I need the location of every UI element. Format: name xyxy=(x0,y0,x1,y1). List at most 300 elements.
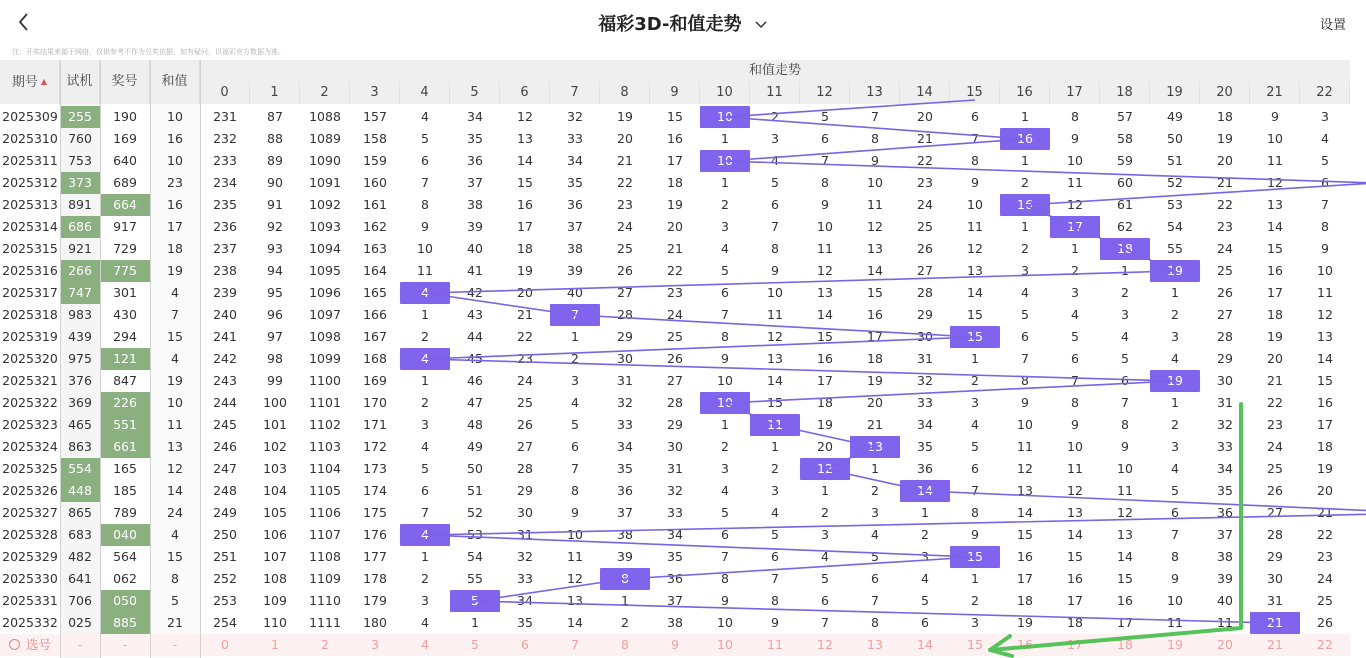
miss-count-cell: 6 xyxy=(771,549,779,564)
miss-count-cell: 161 xyxy=(363,197,387,212)
miss-count-cell: 6 xyxy=(1021,329,1029,344)
miss-count-cell: 157 xyxy=(363,109,387,124)
miss-count-cell: 5 xyxy=(421,461,429,476)
sum-cell: 12 xyxy=(167,461,183,476)
miss-count-cell: 2 xyxy=(1021,241,1029,256)
prize-number-cell: 564 xyxy=(113,549,137,564)
select-sum-button[interactable]: 7 xyxy=(571,637,579,652)
miss-count-cell: 5 xyxy=(571,417,579,432)
miss-count-cell: 36 xyxy=(617,483,633,498)
miss-count-cell: 7 xyxy=(721,549,729,564)
miss-count-cell: 4 xyxy=(1021,285,1029,300)
period-cell: 2025311 xyxy=(2,153,58,168)
miss-count-cell: 11 xyxy=(1017,439,1033,454)
miss-count-cell: 10 xyxy=(1317,263,1333,278)
miss-count-cell: 103 xyxy=(263,461,287,476)
miss-count-cell: 17 xyxy=(867,329,883,344)
period-cell: 2025326 xyxy=(2,483,58,498)
test-number-cell: 255 xyxy=(60,106,100,128)
miss-count-cell: 1111 xyxy=(309,615,341,630)
sum-value-header: 13 xyxy=(850,82,900,104)
radio-icon[interactable] xyxy=(9,639,20,650)
miss-count-cell: 30 xyxy=(917,329,933,344)
miss-count-cell: 17 xyxy=(517,219,533,234)
miss-count-cell: 2 xyxy=(1071,263,1079,278)
test-number-cell: 865 xyxy=(68,505,92,520)
col-header-sum: 和值 xyxy=(150,60,200,104)
miss-count-cell: 55 xyxy=(467,571,483,586)
miss-count-cell: 14 xyxy=(1117,549,1133,564)
miss-count-cell: 6 xyxy=(921,615,929,630)
miss-count-cell: 5 xyxy=(721,263,729,278)
miss-count-cell: 14 xyxy=(767,373,783,388)
period-cell: 2025329 xyxy=(2,549,58,564)
miss-count-cell: 12 xyxy=(567,571,583,586)
hit-marker: 14 xyxy=(900,480,950,502)
miss-count-cell: 5 xyxy=(1171,483,1179,498)
sum-cell: 24 xyxy=(167,505,183,520)
miss-count-cell: 29 xyxy=(517,483,533,498)
miss-count-cell: 246 xyxy=(213,439,237,454)
miss-count-cell: 10 xyxy=(867,175,883,190)
miss-count-cell: 10 xyxy=(417,241,433,256)
sum-value-header: 3 xyxy=(350,82,400,104)
test-number-cell: 686 xyxy=(60,216,100,238)
miss-count-cell: 175 xyxy=(363,505,387,520)
hit-marker: 10 xyxy=(700,150,750,172)
miss-count-cell: 101 xyxy=(263,417,287,432)
miss-count-cell: 30 xyxy=(517,505,533,520)
miss-count-cell: 248 xyxy=(213,483,237,498)
miss-count-cell: 62 xyxy=(1117,219,1133,234)
miss-count-cell: 7 xyxy=(821,615,829,630)
miss-count-cell: 9 xyxy=(971,527,979,542)
test-number-cell: 753 xyxy=(68,153,92,168)
miss-count-cell: 1105 xyxy=(309,483,341,498)
miss-count-cell: 29 xyxy=(1267,549,1283,564)
miss-count-cell: 33 xyxy=(1217,439,1233,454)
miss-count-cell: 234 xyxy=(213,175,237,190)
miss-count-cell: 168 xyxy=(363,351,387,366)
miss-count-cell: 90 xyxy=(267,175,283,190)
miss-count-cell: 13 xyxy=(1017,483,1033,498)
miss-count-cell: 164 xyxy=(363,263,387,278)
select-sum-button[interactable]: 2 xyxy=(321,637,329,652)
miss-count-cell: 9 xyxy=(571,505,579,520)
miss-count-cell: 38 xyxy=(667,615,683,630)
miss-count-cell: 27 xyxy=(517,439,533,454)
miss-count-cell: 5 xyxy=(771,175,779,190)
miss-count-cell: 15 xyxy=(767,395,783,410)
miss-count-cell: 48 xyxy=(467,417,483,432)
select-number-text: 选号 xyxy=(25,637,51,652)
miss-count-cell: 38 xyxy=(1217,549,1233,564)
sum-cell: 14 xyxy=(167,483,183,498)
miss-count-cell: 19 xyxy=(1267,329,1283,344)
miss-count-cell: 89 xyxy=(267,153,283,168)
footer-sum-dash: - xyxy=(172,637,178,652)
miss-count-cell: 6 xyxy=(421,153,429,168)
miss-count-cell: 14 xyxy=(817,307,833,322)
miss-count-cell: 9 xyxy=(771,263,779,278)
select-sum-button[interactable]: 6 xyxy=(521,637,529,652)
miss-count-cell: 22 xyxy=(617,175,633,190)
miss-count-cell: 1 xyxy=(421,549,429,564)
miss-count-cell: 171 xyxy=(363,417,387,432)
sum-value-header: 19 xyxy=(1150,82,1200,104)
miss-count-cell: 20 xyxy=(517,285,533,300)
select-sum-button[interactable]: 13 xyxy=(867,637,883,652)
miss-count-cell: 102 xyxy=(263,439,287,454)
period-cell: 2025309 xyxy=(2,109,58,124)
miss-count-cell: 40 xyxy=(1217,593,1233,608)
miss-count-cell: 231 xyxy=(213,109,237,124)
select-sum-button[interactable]: 10 xyxy=(717,637,733,652)
miss-count-cell: 7 xyxy=(1121,395,1129,410)
miss-count-cell: 38 xyxy=(567,241,583,256)
miss-count-cell: 16 xyxy=(1067,571,1083,586)
miss-count-cell: 15 xyxy=(1267,241,1283,256)
miss-count-cell: 245 xyxy=(213,417,237,432)
prize-number-cell: 050 xyxy=(100,590,150,612)
miss-count-cell: 10 xyxy=(1167,593,1183,608)
miss-count-cell: 14 xyxy=(1317,351,1333,366)
period-cell: 2025319 xyxy=(2,329,58,344)
miss-count-cell: 12 xyxy=(1317,307,1333,322)
select-sum-button[interactable]: 18 xyxy=(1117,637,1133,652)
miss-count-cell: 22 xyxy=(517,329,533,344)
miss-count-cell: 15 xyxy=(1067,549,1083,564)
miss-count-cell: 2 xyxy=(421,571,429,586)
miss-count-cell: 11 xyxy=(1317,285,1333,300)
miss-count-cell: 12 xyxy=(1067,197,1083,212)
miss-count-cell: 1089 xyxy=(309,131,341,146)
miss-count-cell: 2 xyxy=(821,505,829,520)
select-sum-button[interactable]: 20 xyxy=(1217,637,1233,652)
miss-count-cell: 5 xyxy=(871,549,879,564)
miss-count-cell: 92 xyxy=(267,219,283,234)
miss-count-cell: 21 xyxy=(517,307,533,322)
miss-count-cell: 23 xyxy=(917,175,933,190)
miss-count-cell: 44 xyxy=(467,329,483,344)
miss-count-cell: 178 xyxy=(363,571,387,586)
period-cell: 2025310 xyxy=(2,131,58,146)
miss-count-cell: 3 xyxy=(1121,307,1129,322)
column-divider xyxy=(100,60,101,658)
miss-count-cell: 53 xyxy=(1167,197,1183,212)
test-number-cell: 921 xyxy=(68,241,92,256)
miss-count-cell: 2 xyxy=(1171,417,1179,432)
miss-count-cell: 160 xyxy=(363,175,387,190)
miss-count-cell: 158 xyxy=(363,131,387,146)
select-sum-button[interactable]: 8 xyxy=(621,637,629,652)
sum-value-header: 8 xyxy=(600,82,650,104)
miss-count-cell: 27 xyxy=(617,285,633,300)
miss-count-cell: 15 xyxy=(1017,527,1033,542)
test-number-cell: 448 xyxy=(60,480,100,502)
miss-count-cell: 47 xyxy=(467,395,483,410)
miss-count-cell: 1 xyxy=(871,461,879,476)
miss-count-cell: 36 xyxy=(1217,505,1233,520)
miss-count-cell: 33 xyxy=(517,571,533,586)
miss-count-cell: 254 xyxy=(213,615,237,630)
select-sum-button[interactable]: 21 xyxy=(1267,637,1283,652)
miss-count-cell: 242 xyxy=(213,351,237,366)
miss-count-cell: 20 xyxy=(1267,351,1283,366)
miss-count-cell: 33 xyxy=(917,395,933,410)
miss-count-cell: 251 xyxy=(213,549,237,564)
hit-marker: 4 xyxy=(400,524,450,546)
select-sum-button[interactable]: 4 xyxy=(421,637,429,652)
miss-count-cell: 88 xyxy=(267,131,283,146)
miss-count-cell: 34 xyxy=(667,527,683,542)
miss-count-cell: 12 xyxy=(1067,483,1083,498)
miss-count-cell: 18 xyxy=(1067,615,1083,630)
miss-count-cell: 4 xyxy=(1121,329,1129,344)
miss-count-cell: 20 xyxy=(617,131,633,146)
miss-count-cell: 59 xyxy=(1117,153,1133,168)
miss-count-cell: 4 xyxy=(1071,307,1079,322)
select-sum-button[interactable]: 5 xyxy=(471,637,479,652)
miss-count-cell: 1108 xyxy=(309,549,341,564)
test-number-cell: 706 xyxy=(68,593,92,608)
miss-count-cell: 14 xyxy=(517,153,533,168)
sum-value-header: 0 xyxy=(200,82,250,104)
miss-count-cell: 9 xyxy=(721,593,729,608)
sum-cell: 8 xyxy=(171,571,179,586)
miss-count-cell: 7 xyxy=(971,483,979,498)
miss-count-cell: 50 xyxy=(467,461,483,476)
period-cell: 2025327 xyxy=(2,505,58,520)
miss-count-cell: 173 xyxy=(363,461,387,476)
column-divider xyxy=(60,60,61,658)
miss-count-cell: 8 xyxy=(871,615,879,630)
miss-count-cell: 1099 xyxy=(309,351,341,366)
miss-count-cell: 31 xyxy=(667,461,683,476)
miss-count-cell: 24 xyxy=(1267,439,1283,454)
sum-cell: 23 xyxy=(167,175,183,190)
miss-count-cell: 9 xyxy=(871,153,879,168)
select-sum-button[interactable]: 9 xyxy=(671,637,679,652)
miss-count-cell: 52 xyxy=(467,505,483,520)
miss-count-cell: 14 xyxy=(567,615,583,630)
sum-value-header: 20 xyxy=(1200,82,1250,104)
miss-count-cell: 2 xyxy=(1021,175,1029,190)
prize-number-cell: 885 xyxy=(100,612,150,634)
miss-count-cell: 8 xyxy=(421,197,429,212)
miss-count-cell: 54 xyxy=(1167,219,1183,234)
miss-count-cell: 17 xyxy=(1017,571,1033,586)
miss-count-cell: 26 xyxy=(1217,285,1233,300)
select-sum-button[interactable]: 19 xyxy=(1167,637,1183,652)
miss-count-cell: 1 xyxy=(771,439,779,454)
miss-count-cell: 23 xyxy=(1317,549,1333,564)
miss-count-cell: 12 xyxy=(1267,175,1283,190)
miss-count-cell: 11 xyxy=(1067,461,1083,476)
miss-count-cell: 174 xyxy=(363,483,387,498)
miss-count-cell: 9 xyxy=(1171,571,1179,586)
miss-count-cell: 8 xyxy=(971,505,979,520)
sum-cell: 15 xyxy=(167,329,183,344)
miss-count-cell: 19 xyxy=(867,373,883,388)
miss-count-cell: 6 xyxy=(571,439,579,454)
miss-count-cell: 241 xyxy=(213,329,237,344)
miss-count-cell: 15 xyxy=(967,307,983,322)
sum-cell: 5 xyxy=(171,593,179,608)
miss-count-cell: 16 xyxy=(817,351,833,366)
miss-count-cell: 6 xyxy=(1321,175,1329,190)
miss-count-cell: 1106 xyxy=(309,505,341,520)
select-sum-button[interactable]: 15 xyxy=(967,637,983,652)
miss-count-cell: 1110 xyxy=(309,593,341,608)
settings-button[interactable]: 设置 xyxy=(1319,18,1346,33)
miss-count-cell: 3 xyxy=(1071,285,1079,300)
miss-count-cell: 3 xyxy=(971,615,979,630)
test-number-cell: 439 xyxy=(68,329,92,344)
hit-marker: 19 xyxy=(1150,370,1200,392)
footer-prize-dash: - xyxy=(122,637,128,652)
miss-count-cell: 9 xyxy=(1071,131,1079,146)
miss-count-cell: 3 xyxy=(571,373,579,388)
miss-count-cell: 18 xyxy=(1267,307,1283,322)
test-number-cell: 465 xyxy=(68,417,92,432)
col-header-period[interactable]: 期号 ▲ xyxy=(0,60,60,104)
hit-marker: 21 xyxy=(1250,612,1300,634)
miss-count-cell: 27 xyxy=(1267,505,1283,520)
miss-count-cell: 14 xyxy=(1267,219,1283,234)
miss-count-cell: 35 xyxy=(1217,483,1233,498)
sort-icon[interactable]: ▲ xyxy=(40,77,48,86)
hit-marker: 10 xyxy=(700,392,750,414)
hit-marker: 16 xyxy=(1000,194,1050,216)
miss-count-cell: 1 xyxy=(721,175,729,190)
period-cell: 2025312 xyxy=(2,175,58,190)
sum-value-header: 1 xyxy=(250,82,300,104)
miss-count-cell: 15 xyxy=(1317,373,1333,388)
select-number-label[interactable] xyxy=(0,634,60,656)
col-header-test: 试机 xyxy=(60,60,100,104)
select-sum-button[interactable]: 1 xyxy=(271,637,279,652)
miss-count-cell: 5 xyxy=(821,571,829,586)
miss-count-cell: 35 xyxy=(617,461,633,476)
miss-count-cell: 4 xyxy=(871,527,879,542)
select-sum-button[interactable]: 12 xyxy=(817,637,833,652)
miss-count-cell: 9 xyxy=(1321,241,1329,256)
hit-marker: 4 xyxy=(400,348,450,370)
miss-count-cell: 26 xyxy=(917,241,933,256)
miss-count-cell: 23 xyxy=(517,351,533,366)
miss-count-cell: 42 xyxy=(467,285,483,300)
miss-count-cell: 8 xyxy=(771,593,779,608)
miss-count-cell: 20 xyxy=(867,395,883,410)
miss-count-cell: 28 xyxy=(1217,329,1233,344)
sum-value-header: 12 xyxy=(800,82,850,104)
miss-count-cell: 49 xyxy=(1167,109,1183,124)
select-sum-button[interactable]: 14 xyxy=(917,637,933,652)
miss-count-cell: 2 xyxy=(1171,307,1179,322)
miss-count-cell: 1 xyxy=(971,351,979,366)
miss-count-cell: 1 xyxy=(971,571,979,586)
miss-count-cell: 18 xyxy=(667,175,683,190)
miss-count-cell: 10 xyxy=(1017,417,1033,432)
select-sum-button[interactable]: 22 xyxy=(1317,637,1333,652)
sum-cell: 17 xyxy=(167,219,183,234)
miss-count-cell: 3 xyxy=(771,483,779,498)
period-cell: 2025330 xyxy=(2,571,58,586)
miss-count-cell: 1100 xyxy=(309,373,341,388)
miss-count-cell: 27 xyxy=(1217,307,1233,322)
sum-cell: 13 xyxy=(167,439,183,454)
miss-count-cell: 58 xyxy=(1117,131,1133,146)
miss-count-cell: 1 xyxy=(721,417,729,432)
miss-count-cell: 4 xyxy=(421,109,429,124)
miss-count-cell: 52 xyxy=(1167,175,1183,190)
miss-count-cell: 2 xyxy=(421,395,429,410)
miss-count-cell: 18 xyxy=(817,395,833,410)
miss-count-cell: 5 xyxy=(1071,329,1079,344)
miss-count-cell: 4 xyxy=(421,439,429,454)
miss-count-cell: 51 xyxy=(467,483,483,498)
hit-marker: 15 xyxy=(950,546,1000,568)
sum-cell: 11 xyxy=(167,417,183,432)
miss-count-cell: 35 xyxy=(917,439,933,454)
miss-count-cell: 4 xyxy=(771,153,779,168)
page-title-dropdown[interactable] xyxy=(0,10,1366,36)
miss-count-cell: 37 xyxy=(1217,527,1233,542)
select-sum-button[interactable]: 0 xyxy=(221,637,229,652)
miss-count-cell: 7 xyxy=(1171,527,1179,542)
miss-count-cell: 109 xyxy=(263,593,287,608)
sum-cell: 7 xyxy=(171,307,179,322)
miss-count-cell: 7 xyxy=(721,307,729,322)
miss-count-cell: 169 xyxy=(363,373,387,388)
test-number-cell: 863 xyxy=(68,439,92,454)
prize-number-cell: 789 xyxy=(113,505,137,520)
miss-count-cell: 33 xyxy=(567,131,583,146)
test-number-cell: 266 xyxy=(60,260,100,282)
miss-count-cell: 61 xyxy=(1117,197,1133,212)
miss-count-cell: 180 xyxy=(363,615,387,630)
select-sum-button[interactable]: 16 xyxy=(1017,637,1033,652)
test-number-cell: 747 xyxy=(60,282,100,304)
sum-value-header: 22 xyxy=(1300,82,1350,104)
sum-value-header: 17 xyxy=(1050,82,1100,104)
miss-count-cell: 1088 xyxy=(309,109,341,124)
miss-count-cell: 176 xyxy=(363,527,387,542)
miss-count-cell: 2 xyxy=(771,461,779,476)
miss-count-cell: 2 xyxy=(421,329,429,344)
miss-count-cell: 36 xyxy=(467,153,483,168)
select-sum-button[interactable]: 17 xyxy=(1067,637,1083,652)
miss-count-cell: 37 xyxy=(617,505,633,520)
miss-count-cell: 159 xyxy=(363,153,387,168)
miss-count-cell: 41 xyxy=(467,263,483,278)
miss-count-cell: 11 xyxy=(1067,175,1083,190)
miss-count-cell: 7 xyxy=(571,461,579,476)
miss-count-cell: 6 xyxy=(971,109,979,124)
miss-count-cell: 10 xyxy=(767,285,783,300)
sum-value-header: 16 xyxy=(1000,82,1050,104)
miss-count-cell: 13 xyxy=(1267,197,1283,212)
period-cell: 2025332 xyxy=(2,615,58,630)
select-sum-button[interactable]: 11 xyxy=(767,637,783,652)
miss-count-cell: 17 xyxy=(1267,285,1283,300)
miss-count-cell: 46 xyxy=(467,373,483,388)
miss-count-cell: 253 xyxy=(213,593,237,608)
select-sum-button[interactable]: 3 xyxy=(371,637,379,652)
miss-count-cell: 35 xyxy=(517,615,533,630)
prize-number-cell: 551 xyxy=(100,414,150,436)
